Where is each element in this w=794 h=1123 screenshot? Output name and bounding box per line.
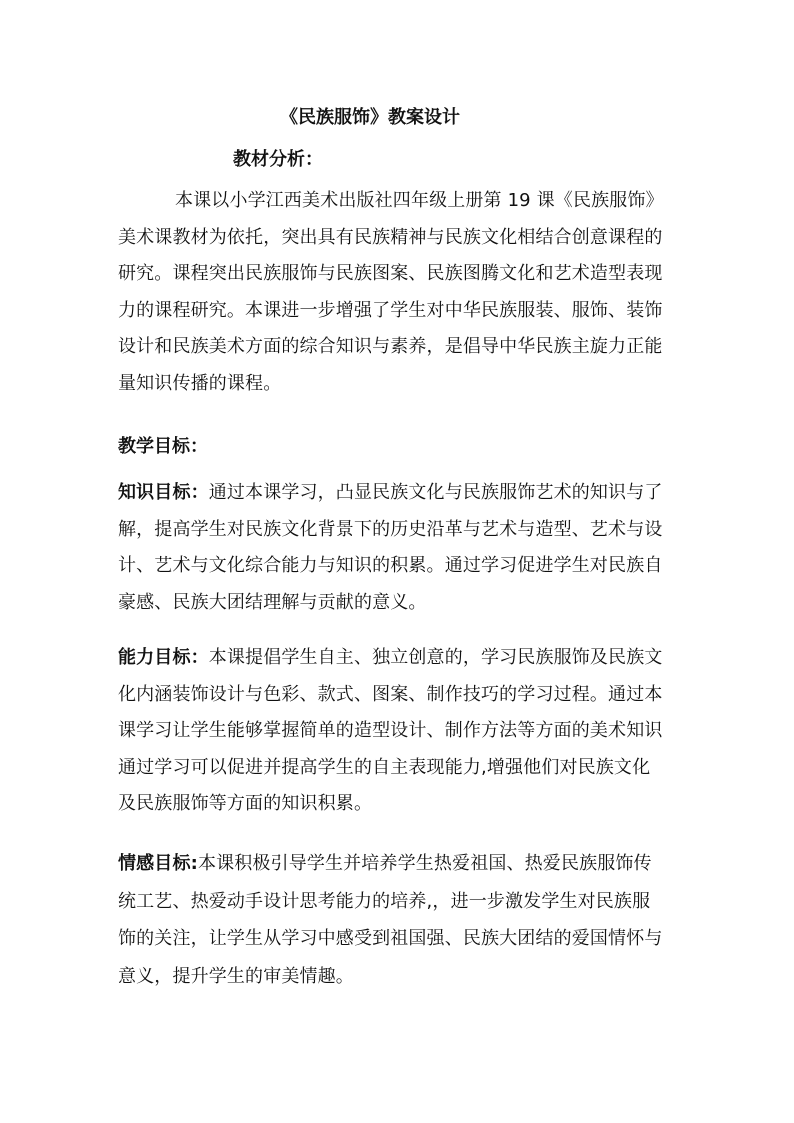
- paragraph-line: 计、艺术与文化综合能力与知识的积累。通过学习促进学生对民族自: [118, 555, 663, 576]
- paragraph-text: 本课提倡学生自主、独立创意的，学习民族服饰及民族文: [208, 647, 663, 668]
- paragraph-line: 意义，提升学生的审美情趣。: [118, 965, 354, 987]
- paragraph-line: 通过学习可以促进并提高学生的自主表现能力,增强他们对民族文化: [118, 756, 651, 778]
- paragraph-text: 本课积极引导学生并培养学生热爱祖国、热爱民族服饰传: [197, 853, 652, 874]
- paragraph-line: 美术课教材为依托，突出具有民族精神与民族文化相结合创意课程的: [118, 226, 663, 248]
- document-title: 《民族服饰》教案设计: [280, 107, 460, 128]
- teaching-goals-heading: 教学目标：: [118, 436, 208, 457]
- paragraph-line: 及民族服饰等方面的知识积累。: [118, 793, 373, 814]
- knowledge-goal-label: 知识目标：: [118, 482, 209, 503]
- ability-goal-label: 能力目标：: [118, 647, 209, 668]
- knowledge-goal-paragraph: [118, 475, 683, 621]
- paragraph-line: 统工艺、热爱动手设计思考能力的培养,，进一步激发学生对民族服: [118, 890, 651, 912]
- emotion-goal-paragraph: [118, 845, 683, 995]
- material-analysis-heading: 教材分析：: [233, 149, 323, 170]
- ability-goal-paragraph: [118, 640, 683, 823]
- paragraph-line: 力的课程研究。本课进一步增强了学生对中华民族服装、服饰、装饰: [118, 299, 663, 321]
- emotion-goal-label: 情感目标:: [118, 853, 198, 874]
- paragraph-line: 化内涵装饰设计与色彩、款式、图案、制作技巧的学习过程。通过本: [118, 683, 663, 705]
- paragraph-line: 课学习让学生能够掌握简单的造型设计、制作方法等方面的美术知识: [118, 720, 663, 741]
- paragraph-line: 设计和民族美术方面的综合知识与素养，是倡导中华民族主旋力正能: [118, 336, 663, 357]
- paragraph-line: 豪感、民族大团结理解与贡献的意义。: [118, 591, 427, 613]
- paragraph-line: [118, 845, 683, 883]
- paragraph-line: 量知识传播的课程。: [118, 372, 282, 394]
- material-analysis-paragraph: [118, 183, 683, 402]
- paragraph-line: 饰的关注，让学生从学习中感受到祖国强、民族大团结的爱国情怀与: [118, 928, 663, 949]
- paragraph-line: [118, 475, 683, 512]
- paragraph-line: 本课以小学江西美术出版社四年级上册第 19 课《民族服饰》: [175, 190, 664, 211]
- paragraph-line: 研究。课程突出民族服饰与民族图案、民族图腾文化和艺术造型表现: [118, 263, 663, 284]
- paragraph-line: [118, 640, 683, 677]
- paragraph-line: 解，提高学生对民族文化背景下的历史沿革与艺术与造型、艺术与设: [118, 518, 663, 540]
- paragraph-text: 通过本课学习，凸显民族文化与民族服饰艺术的知识与了: [208, 482, 663, 503]
